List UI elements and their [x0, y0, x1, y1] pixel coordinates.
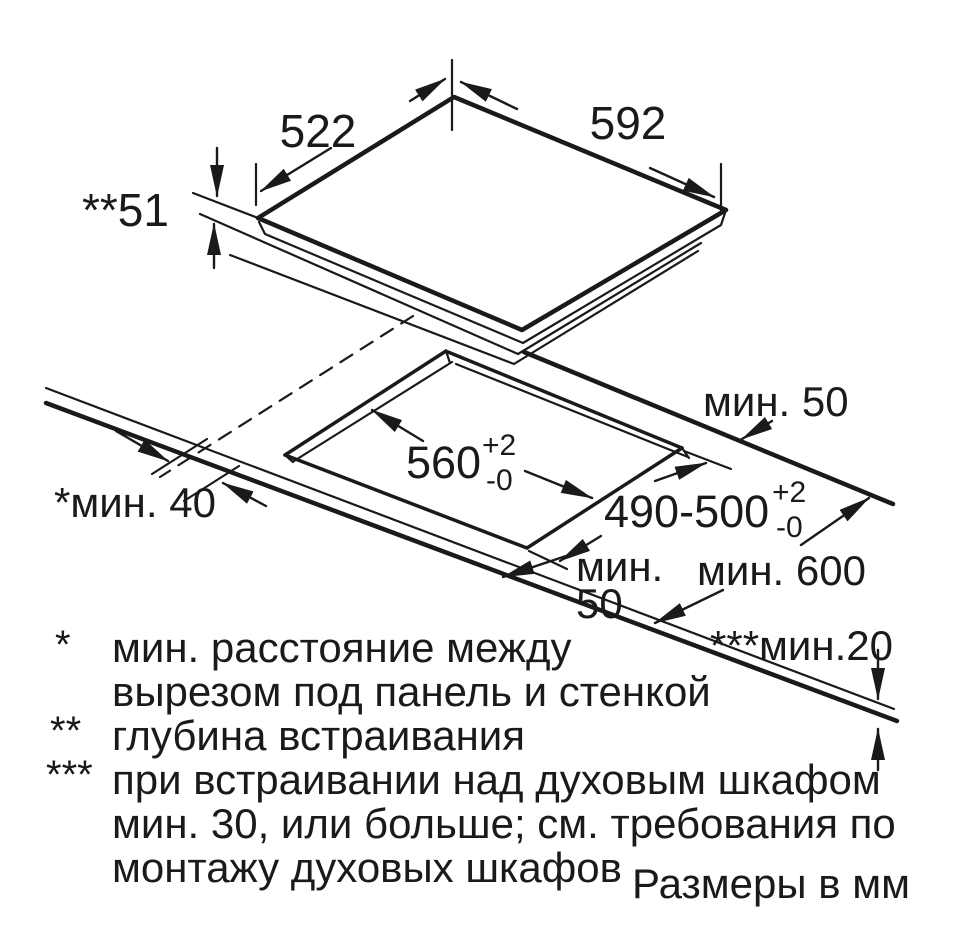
dim-490-tol-plus: +2 [772, 476, 807, 509]
clearance-back-label: мин. 50 [703, 378, 849, 425]
dim-490-arrow-upper [655, 463, 706, 481]
units-note: Размеры в мм [632, 860, 910, 907]
worktop-back-edge-line [524, 352, 893, 504]
clearance-below-label: ***мин.20 [710, 622, 893, 669]
clearance-600-arrow-up [801, 498, 869, 545]
footnote-1-line-2: вырезом под панель и стенкой [112, 668, 711, 715]
footnote-3-line-3: монтажу духовых шкафов [112, 844, 622, 891]
dimension-560 [372, 410, 592, 498]
footnote-2-marker: ** [50, 709, 82, 753]
dim-51-label: **51 [82, 184, 169, 236]
dim-560-tol-minus: -0 [486, 464, 513, 497]
dim-560-tol-plus: +2 [482, 429, 517, 462]
clearance-back-50 [703, 378, 849, 439]
clearance-front-label-1: мин. [576, 543, 664, 590]
footnote-2-line-1: глубина встраивания [112, 712, 525, 759]
footnote-3-line-2: мин. 30, или больше; см. требования по [112, 800, 896, 847]
dim-522-label: 522 [279, 105, 357, 157]
clearance-front-label-2: 50 [576, 580, 623, 627]
dim-490-tol-minus: -0 [776, 511, 803, 544]
footnote-3-line-1: при встраивании над духовым шкафом [112, 756, 881, 803]
dim-522-arrow-upper [410, 79, 445, 101]
clearance-below-20 [710, 622, 893, 770]
dim-560-label: 560 [406, 437, 482, 488]
clearance-600-label: мин. 600 [697, 547, 866, 594]
footnote-1-marker: * [55, 623, 71, 667]
dim-560-arrow-right [525, 471, 592, 498]
dim-592-label: 592 [589, 97, 667, 149]
footnote-3-marker: *** [46, 753, 93, 797]
footnote-1-line-1: мин. расстояние между [112, 624, 572, 671]
clearance-side-label: *мин. 40 [54, 479, 216, 526]
clearance-600-arrow-down [655, 590, 723, 623]
side-arrow-left [223, 483, 266, 506]
cutout-right-extension-line [684, 451, 731, 469]
dimension-51 [82, 148, 217, 268]
dim-490-label: 490-500 [604, 486, 770, 537]
